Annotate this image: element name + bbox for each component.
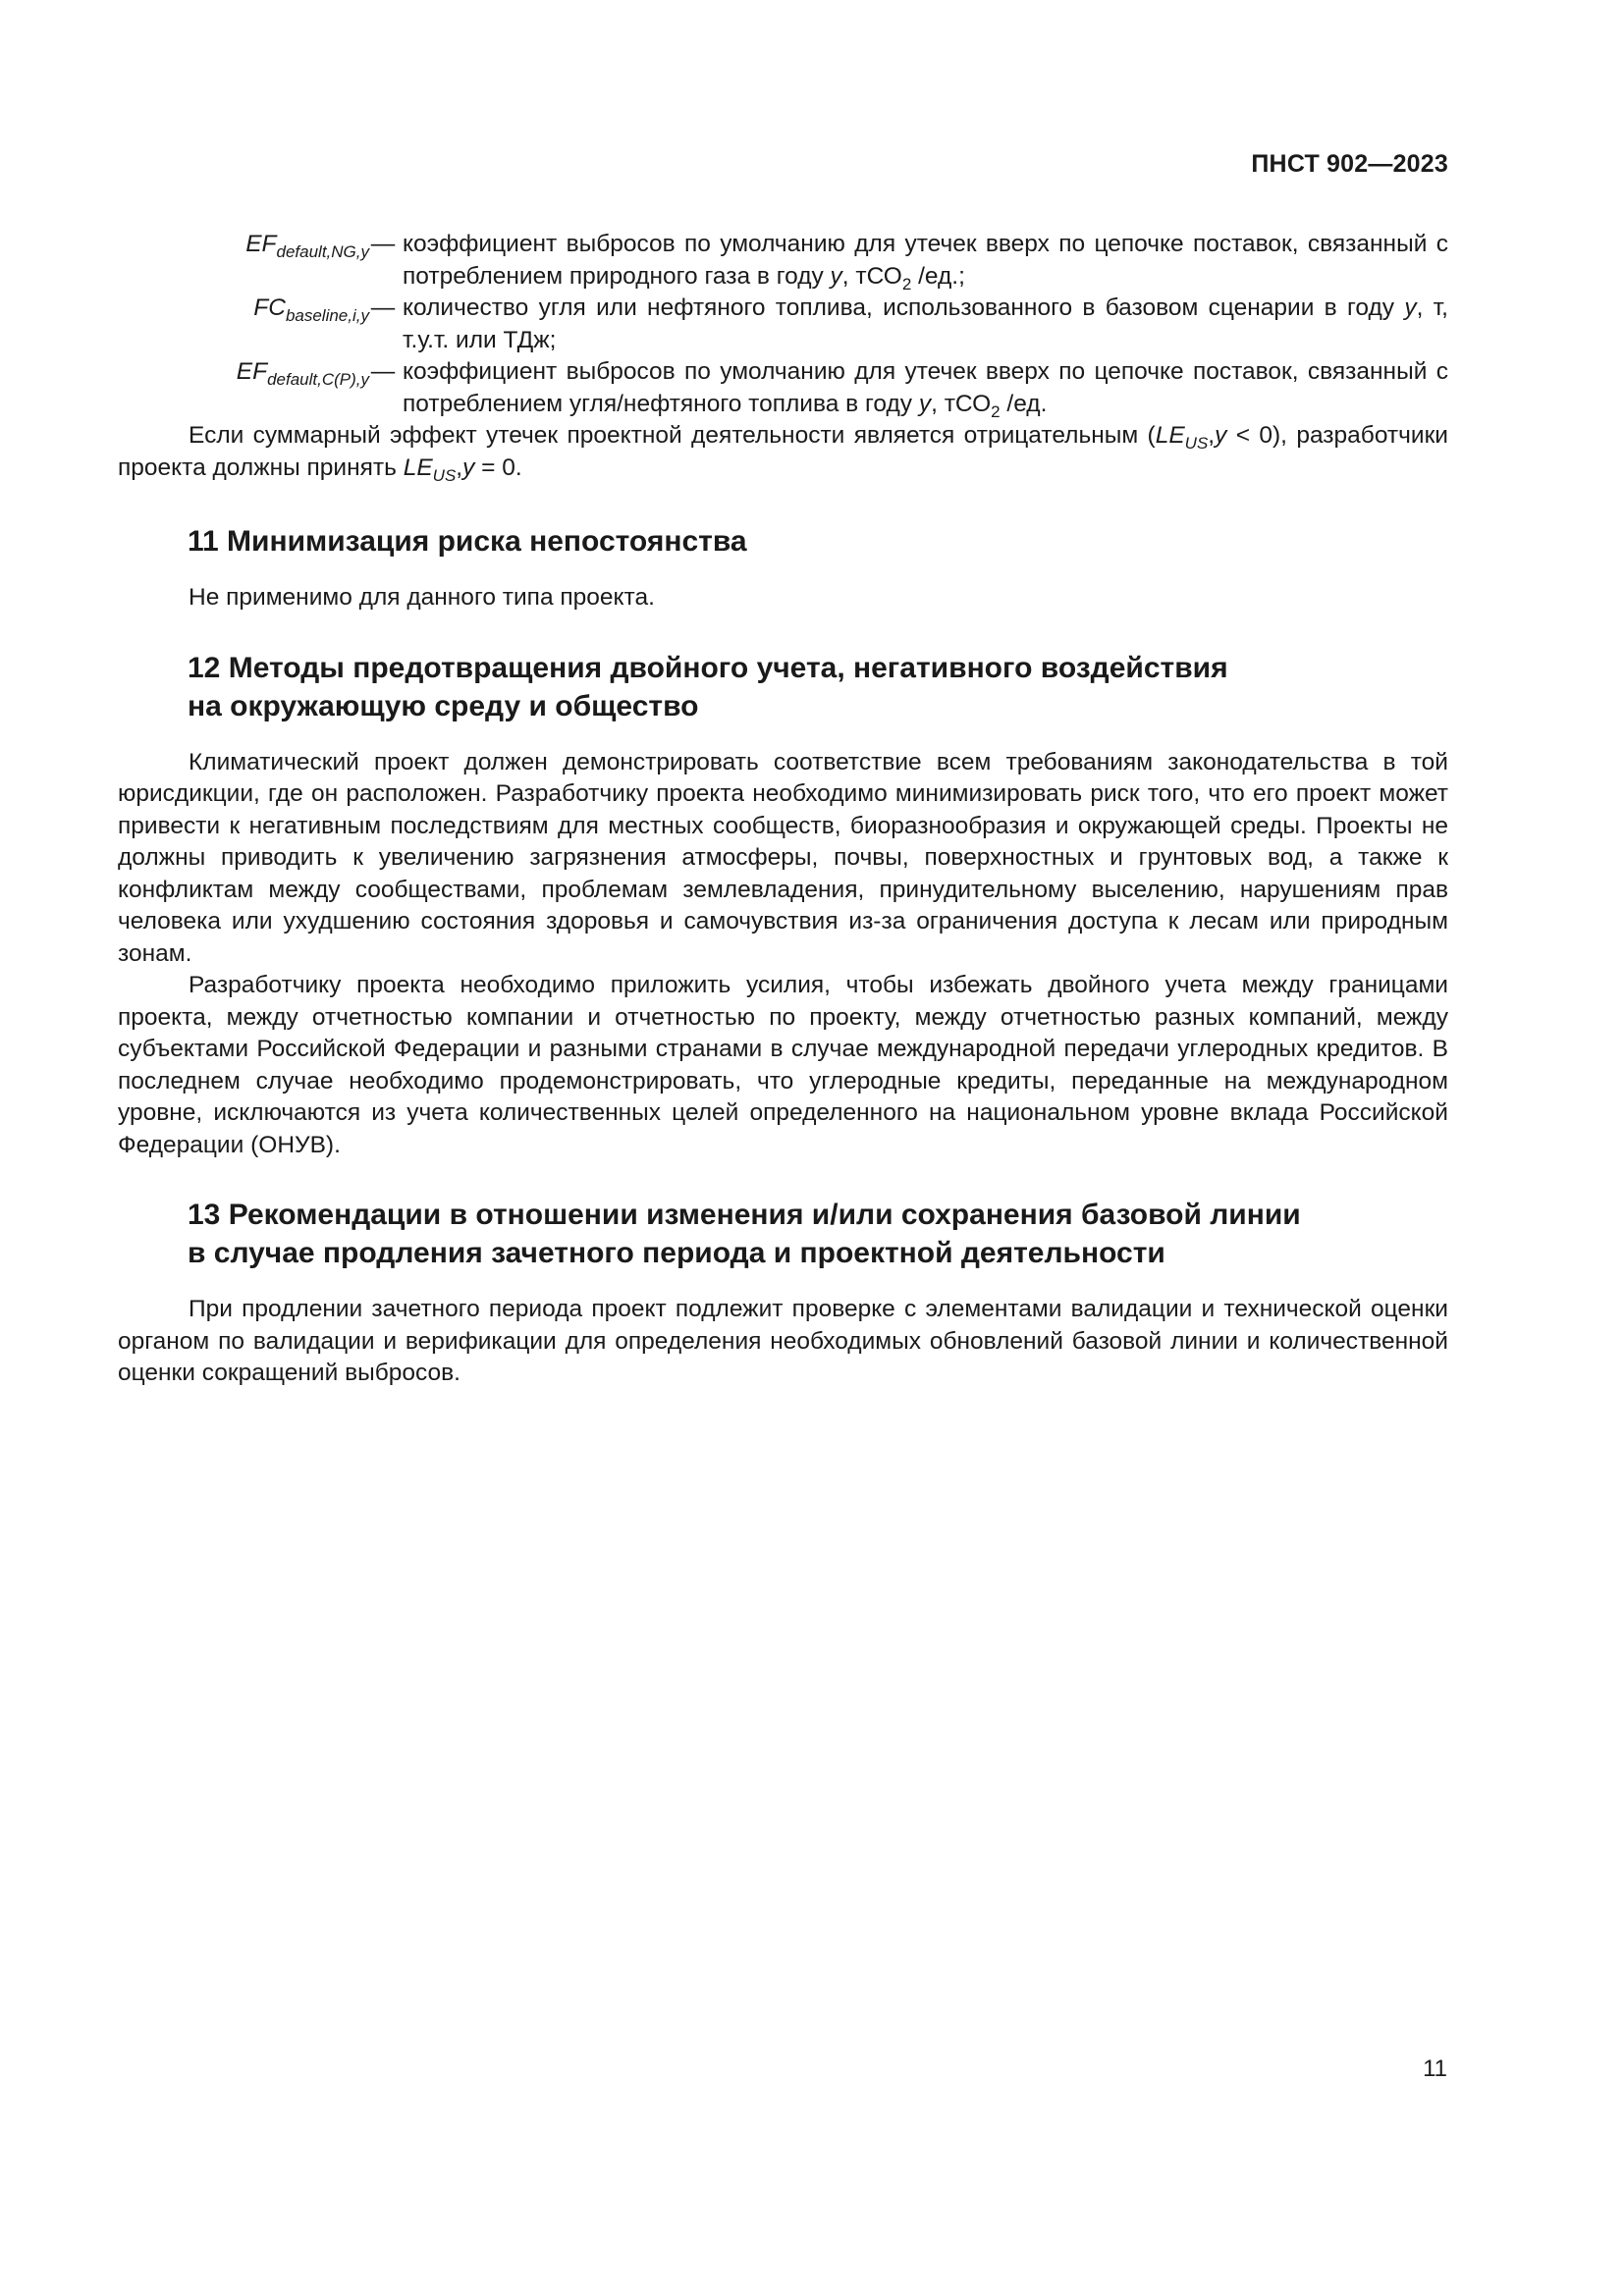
leakage-note-paragraph: Если суммарный эффект утечек проектной деятельности является отрицательным $(LE_{US},y < 0)$, разработчики проекта должны принять $LE_{US},y = 0$.	[118, 422, 1448, 485]
definition-item	[118, 293, 1448, 356]
section-12-title: 12 Методы предотвращения двойного учета, негативного воздействия на окружающую среду и общество	[188, 651, 1228, 722]
document-id-header: ПНСТ 902—2023	[1251, 150, 1448, 178]
definitions-list	[118, 229, 1448, 420]
definition-symbol: $EF_{default,NG,y}$	[245, 231, 369, 261]
section-13-title: 13 Рекомендации в отношении изменения и/или сохранения базовой линии в случае продления зачетного периода и проектной деятельности	[188, 1199, 1301, 1269]
definition-text: количество угля или нефтяного топлива, использованного в базовом сценарии в году y, т, т.у.т. или ТДж;	[403, 294, 1448, 353]
page-number: 11	[1423, 2056, 1447, 2082]
section-12-paragraph: Климатический проект должен демонстрировать соответствие всем требованиям законодательства в той юрисдикции, где он расположен. Разработчику проекта необходимо минимизировать риск того, что его проект может привести к негативным последствиям для местных сообществ, биоразнообразия и окружающей среды. Проекты не должны приводить к увеличению загрязнения атмосферы, почвы, поверхностных и грунтовых вод, а также к конфликтам между сообществами, проблемам землевладения, принудительному выселению, нарушениям прав человека или ухудшению состояния здоровья и самочувствия из-за ограничения доступа к лесам или природным зонам.	[118, 748, 1448, 967]
section-11-title: 11 Минимизация риска непостоянства	[188, 525, 747, 558]
definition-text: коэффициент выбросов по умолчанию для утечек вверх по цепочке поставок, связанный с потреблением природного газа в году y, тСО$_2$ /ед.;	[403, 231, 1448, 294]
page-content	[118, 229, 1448, 1390]
definition-symbol: $EF_{default,C(P),y}$	[236, 358, 369, 389]
definition-dash: —	[370, 231, 396, 257]
definition-dash: —	[370, 358, 396, 385]
definition-text: коэффициент выбросов по умолчанию для утечек вверх по цепочке поставок, связанный с потреблением угля/нефтяного топлива в году y, тСО$_2$ /ед.	[403, 358, 1448, 421]
definition-item	[118, 229, 1448, 293]
section-12-paragraph: Разработчику проекта необходимо приложить усилия, чтобы избежать двойного учета между границами проекта, между отчетностью компании и отчетностью по проекту, между отчетностью разных компаний, между субъектами Российской Федерации и разными странами в случае международной передачи углеродных кредитов. В последнем случае необходимо продемонстрировать, что углеродные кредиты, переданные на международном уровне, исключаются из учета количественных целей определенного на национальном уровне вклада Российской Федерации (ОНУВ).	[118, 972, 1448, 1158]
definition-item	[118, 356, 1448, 420]
section-11-paragraph: Не применимо для данного типа проекта.	[189, 584, 655, 611]
section-13-paragraph: При продлении зачетного периода проект подлежит проверке с элементами валидации и технической оценки органом по валидации и верификации для определения необходимых обновлений базовой линии и количественной оценки сокращений выбросов.	[118, 1296, 1448, 1386]
definition-symbol: $FC_{baseline,i,y}$	[253, 294, 369, 325]
definition-dash: —	[370, 294, 396, 321]
